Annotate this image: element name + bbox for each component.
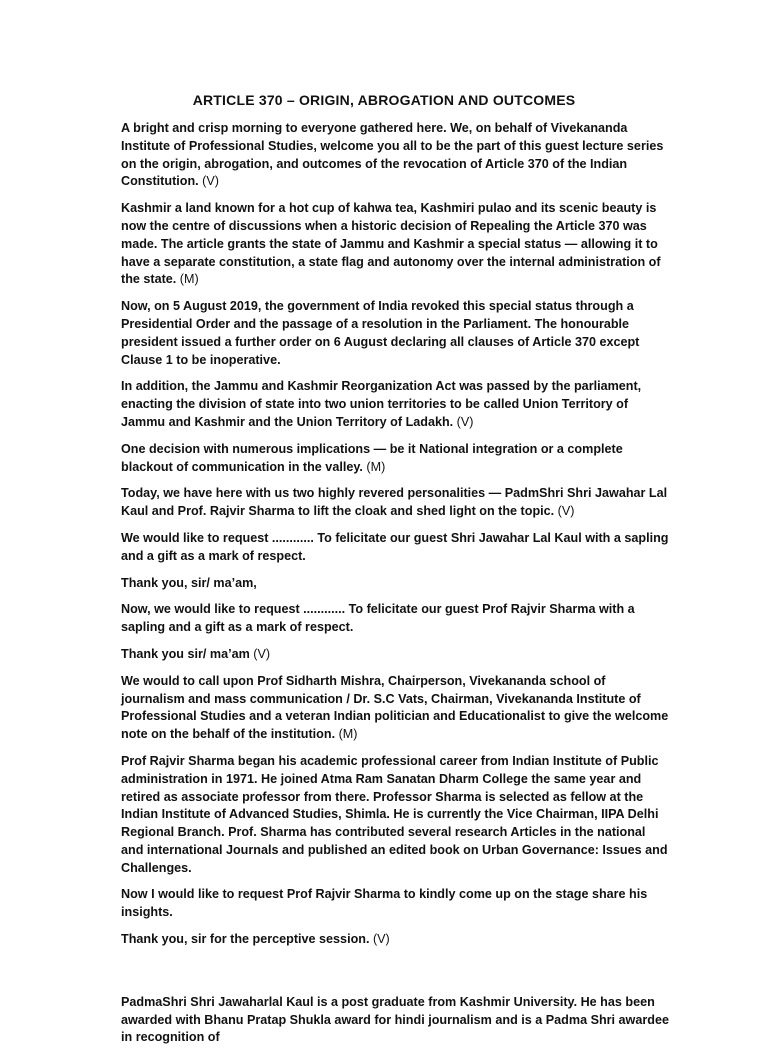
paragraph-text: Today, we have here with us two highly revered personalities — PadmShri Shri Jawahar Lal Kaul and Prof. Rajvir Sharma to lift the cloak and shed light on the topic.: [121, 486, 668, 519]
paragraph-text: Kashmir a land known for a hot cup of kahwa tea, Kashmiri pulao and its scenic beauty is now the centre of discussions when a historic decision of Repealing the Article 370 was made. The article grants the state of Jammu and Kashmir a special status — allowing it to have a separate constitution, a state flag and autonomy over the internal administration of the state.: [121, 201, 661, 287]
paragraph-text: Now I would like to request Prof Rajvir Sharma to kindly come up on the stage share his insights.: [121, 887, 648, 920]
paragraph-invite-sharma: [121, 886, 669, 922]
paragraph-text: PadmaShri Shri Jawaharlal Kaul is a post graduate from Kashmir University. He has been awarded with Bhanu Pratap Shukla award for hindi journalism and is a Padma Shri awardee in recognition of: [121, 994, 669, 1045]
paragraph-text: A bright and crisp morning to everyone gathered here. We, on behalf of Vivekananda Institute of Professional Studies, welcome you all to be the part of this guest lecture series on the origin, abrogation, and outcomes of the revocation of Article 370 of the Indian Constitution.: [121, 121, 664, 189]
speaker-mark: (V): [456, 414, 474, 429]
paragraph-text: In addition, the Jammu and Kashmir Reorganization Act was passed by the parliament, enacting the division of state into two union territories to be called Union Territory of Jammu and Kashmir and the Union Territory of Ladakh.: [121, 379, 642, 429]
speaker-mark: (M): [338, 727, 358, 742]
paragraph-text: Prof Rajvir Sharma began his academic professional career from Indian Institute of Public administration in 1971. He joined Atma Ram Sanatan Dharm College the same year and retired as associate professor from there. Professor Sharma is selected as fellow at the Indian Institute of Advanced Studies, Shimla. He is currently the Vice Chairman, IIPA Delhi Regional Branch. Prof. Sharma has contributed several research Articles in the national and international Journals and published an edited book on Urban Governance: Issues and Challenges.: [121, 753, 668, 875]
speaker-mark: (V): [557, 504, 575, 519]
paragraph-felicitate-kaul: [121, 530, 669, 566]
paragraph-thanks-1: [121, 575, 669, 593]
paragraph-guests: [121, 485, 669, 521]
speaker-mark: (M): [179, 272, 199, 287]
paragraph-text: We would to call upon Prof Sidharth Mishra, Chairperson, Vivekananda school of journalism and mass communication / Dr. S.C Vats, Chairman, Vivekananda Institute of Professional Studies and a veteran Indian politician and Educationalist to give the welcome note on the behalf of the institution.: [121, 673, 669, 742]
document-body: [121, 120, 669, 1056]
paragraph-text: We would like to request ............ To felicitate our guest Shri Jawahar Lal Kaul with a sapling and a gift as a mark of respect.: [121, 530, 669, 563]
paragraph-sharma-bio: [121, 753, 669, 878]
paragraph-text: Now, we would like to request ............ To felicitate our guest Prof Rajvir Sharma with a sapling and a gift as a mark of respect.: [121, 602, 635, 635]
paragraph-felicitate-sharma: [121, 601, 669, 637]
speaker-mark: (V): [253, 646, 271, 661]
paragraph-kashmir: [121, 200, 669, 289]
paragraph-text: Thank you sir/ ma’am: [121, 646, 250, 661]
paragraph-text: Thank you, sir for the perceptive session.: [121, 932, 370, 947]
paragraph-thanks-2: [121, 646, 669, 664]
paragraph-implications: [121, 441, 669, 477]
section-gap: [121, 958, 669, 994]
paragraph-text: Thank you, sir/ ma’am,: [121, 575, 257, 590]
speaker-mark: (V): [202, 174, 219, 189]
paragraph-welcome: [121, 120, 669, 191]
paragraph-text: One decision with numerous implications — be it National integration or a complete blackout of communication in the valley.: [121, 441, 623, 474]
paragraph-thanks-3: [121, 931, 669, 949]
paragraph-kaul-bio: [121, 994, 669, 1047]
paragraph-text: Now, on 5 August 2019, the government of India revoked this special status through a Presidential Order and the passage of a resolution in the Parliament. The honourable president issued a further order on 6 August declaring all clauses of Article 370 except Clause 1 to be inoperative.: [121, 299, 640, 367]
paragraph-revocation: [121, 298, 669, 369]
paragraph-welcome-note: [121, 673, 669, 744]
paragraph-reorganization: [121, 378, 669, 431]
speaker-mark: (M): [366, 459, 386, 474]
page-title: ARTICLE 370 – ORIGIN, ABROGATION AND OUTCOMES: [192, 92, 576, 108]
speaker-mark: (V): [372, 932, 390, 947]
